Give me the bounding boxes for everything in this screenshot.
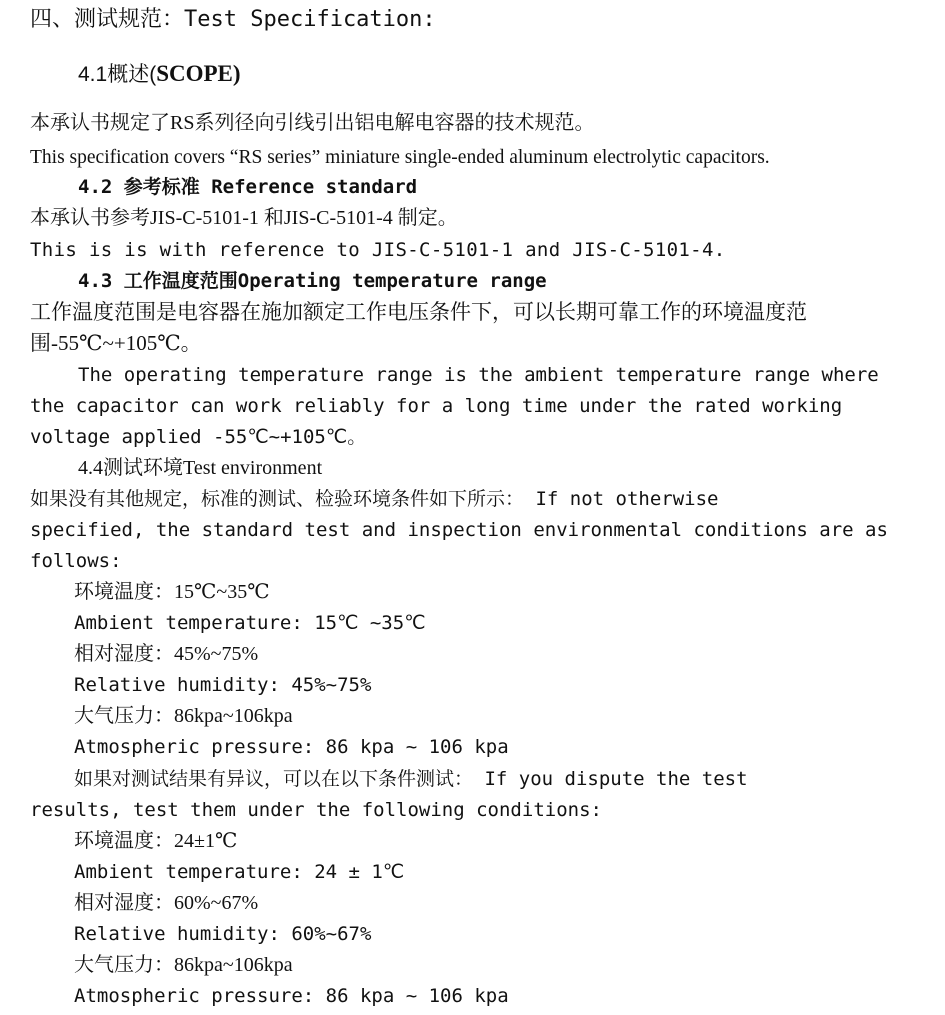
dispute-pressure-cn: 大气压力：86kpa~106kpa xyxy=(74,954,293,976)
environment-heading: 4.4测试环境Test environment xyxy=(78,457,323,479)
temperature-range-cn-line1: 工作温度范围是电容器在施加额定工作电压条件下，可以长期可靠工作的环境温度范 xyxy=(30,300,807,324)
standard-temperature-cn: 环境温度：15℃~35℃ xyxy=(74,581,270,603)
scope-heading-en: SCOPE xyxy=(156,61,233,86)
environment-intro-line1: 如果没有其他规定，标准的测试、检验环境条件如下所示： If not otherwise xyxy=(30,488,719,510)
standard-pressure-en: Atmospheric pressure: 86 kpa ~ 106 kpa xyxy=(74,736,509,758)
temperature-range-heading: 4.3 工作温度范围Operating temperature range xyxy=(78,270,547,292)
scope-heading-prefix: 4.1概述( xyxy=(78,63,157,86)
section-heading: 四、测试规范：Test Specification: xyxy=(30,7,436,32)
environment-intro-line3: follows: xyxy=(30,550,122,572)
reference-text-cn: 本承认书参考JIS-C-5101-1 和JIS-C-5101-4 制定。 xyxy=(30,207,458,229)
standard-humidity-cn: 相对湿度：45%~75% xyxy=(74,643,259,665)
scope-text-cn: 本承认书规定了RS系列径向引线引出铝电解电容器的技术规范。 xyxy=(30,112,595,134)
reference-text-en: This is is with reference to JIS-C-5101-1 and JIS-C-5101-4. xyxy=(30,239,726,261)
temperature-range-en-line2: the capacitor can work reliably for a long time under the rated working xyxy=(30,395,843,417)
dispute-humidity-cn: 相对湿度：60%~67% xyxy=(74,892,259,914)
temperature-range-en-line1: The operating temperature range is the ambient temperature range where xyxy=(78,364,879,386)
dispute-temperature-cn: 环境温度：24±1℃ xyxy=(74,830,238,852)
scope-heading xyxy=(78,62,241,87)
scope-text-en: This specification covers “RS series” miniature single-ended aluminum electrolytic capacitors. xyxy=(30,147,770,168)
dispute-temperature-en: Ambient temperature: 24 ± 1℃ xyxy=(74,861,405,883)
standard-humidity-en: Relative humidity: 45%~75% xyxy=(74,674,372,696)
standard-pressure-cn: 大气压力：86kpa~106kpa xyxy=(74,705,293,727)
scope-heading-suffix: ) xyxy=(232,61,241,86)
dispute-line2: results, test them under the following conditions: xyxy=(30,799,602,821)
standard-temperature-en: Ambient temperature: 15℃ ~35℃ xyxy=(74,612,426,634)
temperature-range-en-line3: voltage applied -55℃~+105℃。 xyxy=(30,426,367,448)
temperature-range-cn-line2: 围-55℃~+105℃。 xyxy=(30,331,202,355)
dispute-pressure-en: Atmospheric pressure: 86 kpa ~ 106 kpa xyxy=(74,985,509,1007)
dispute-humidity-en: Relative humidity: 60%~67% xyxy=(74,923,372,945)
environment-intro-line2: specified, the standard test and inspection environmental conditions are as xyxy=(30,519,888,541)
dispute-line1: 如果对测试结果有异议，可以在以下条件测试： If you dispute the test xyxy=(74,768,748,790)
reference-heading: 4.2 参考标准 Reference standard xyxy=(78,176,418,198)
